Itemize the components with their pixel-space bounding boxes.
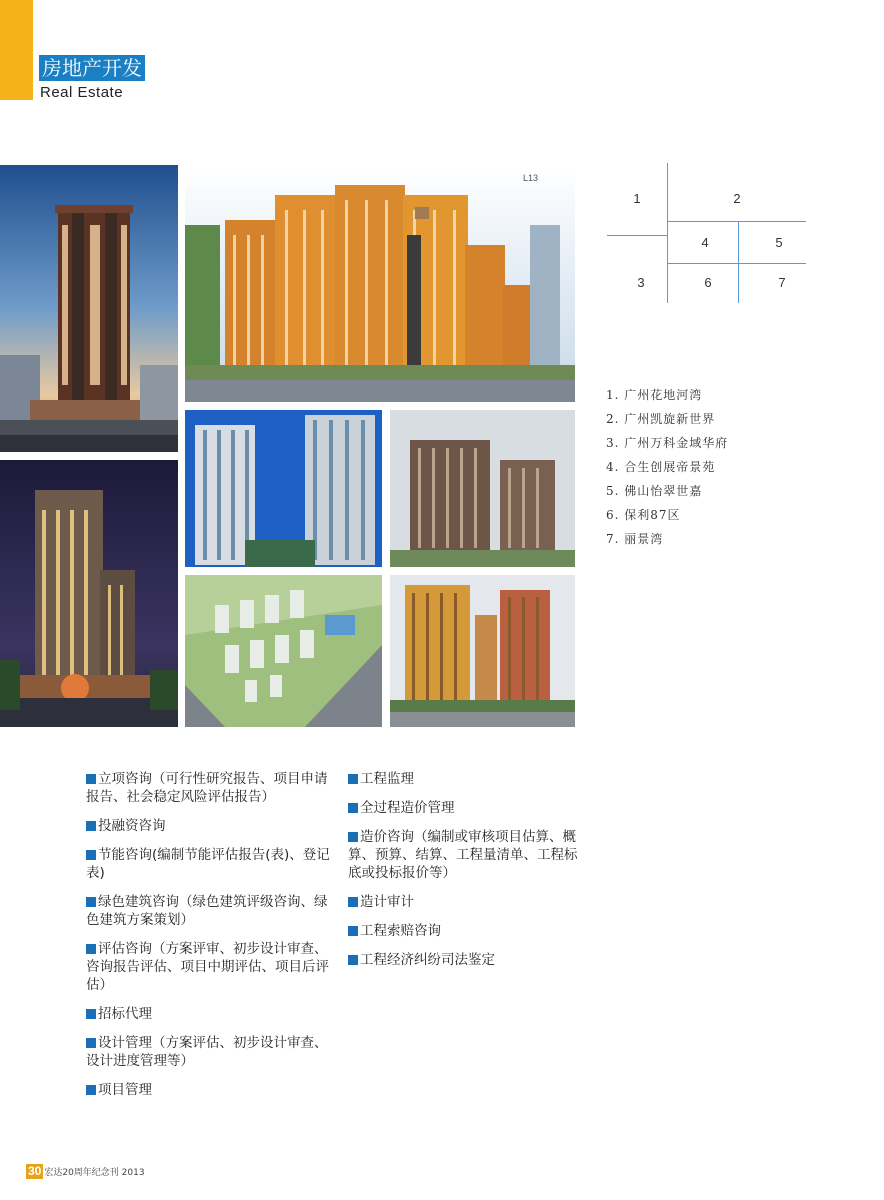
photo-6 [185,575,382,727]
service-item: 节能咨询(编制节能评估报告(表)、登记表) [86,847,330,881]
bullet-square-icon [348,955,358,965]
service-item: 绿色建筑咨询（绿色建筑评级咨询、绿色建筑方案策划） [86,894,328,928]
key-number-3: 3 [637,275,645,290]
photo-4 [185,410,382,567]
photo-caption-list [606,386,728,554]
key-number-7: 7 [778,275,786,290]
caption-item: 7. 丽景湾 [606,532,664,546]
caption-item: 3. 广州万科金域华府 [606,436,729,450]
page-footer [26,1164,145,1179]
service-item: 造计审计 [348,893,588,911]
page-number: 30 [28,1164,42,1178]
service-item: 工程监理 [348,770,588,788]
photo-5 [390,410,575,567]
bullet-square-icon [348,803,358,813]
service-item: 设计管理（方案评估、初步设计审查、设计进度管理等） [86,1035,328,1069]
service-item: 造价咨询（编制或审核项目估算、概算、预算、结算、工程量清单、工程标底或投标报价等） [348,829,578,881]
bullet-square-icon [86,897,96,907]
section-title-en: Real Estate [40,84,124,101]
bullet-square-icon [86,944,96,954]
bullet-square-icon [86,850,96,860]
bullet-square-icon [348,897,358,907]
bullet-square-icon [348,832,358,842]
bullet-square-icon [348,926,358,936]
accent-bar [0,0,33,100]
key-number-5: 5 [775,235,783,250]
orange-towers-icon [185,165,575,402]
caption-item: 4. 合生创展帝景苑 [606,460,716,474]
caption-item: 1. 广州花地河湾 [606,388,703,402]
footer-publication: 宏达20周年纪念刊 2013 [44,1168,145,1178]
photo-1 [0,165,178,452]
night-tower-icon [0,460,178,727]
hazy-towers-icon [390,410,575,567]
service-item: 项目管理 [86,1081,331,1099]
photo-2-sign: L13 [523,173,539,183]
caption-item: 6. 保利87区 [606,508,681,522]
tower-dusk-icon [0,165,178,452]
photo-3 [0,460,178,727]
service-item: 工程索赔咨询 [348,922,588,940]
services-right-column [348,770,588,980]
key-number-4: 4 [701,235,709,250]
caption-item: 5. 佛山怡翠世嘉 [606,484,703,498]
key-number-2: 2 [733,191,741,206]
service-item: 全过程造价管理 [348,799,588,817]
service-item: 评估咨询（方案评审、初步设计审查、咨询报告评估、项目中期评估、项目后评估） [86,941,329,993]
services-left-column [86,770,331,1110]
photo-7 [390,575,575,727]
key-number-6: 6 [704,275,712,290]
bullet-square-icon [86,774,96,784]
bullet-square-icon [86,821,96,831]
service-item: 投融资咨询 [86,817,331,835]
bullet-square-icon [86,1085,96,1095]
twin-towers-icon [390,575,575,727]
photo-key-grid [605,163,810,308]
service-item: 招标代理 [86,1005,331,1023]
bullet-square-icon [86,1038,96,1048]
bullet-square-icon [348,774,358,784]
service-item: 立项咨询（可行性研究报告、项目申请报告、社会稳定风险评估报告） [86,771,328,805]
key-number-1: 1 [633,191,641,206]
blue-towers-icon [185,410,382,567]
caption-item: 2. 广州凯旋新世界 [606,412,716,426]
service-item: 工程经济纠纷司法鉴定 [348,951,588,969]
aerial-plan-icon [185,575,382,727]
photo-2 [185,165,575,402]
bullet-square-icon [86,1009,96,1019]
section-title-zh: 房地产开发 [39,55,145,81]
